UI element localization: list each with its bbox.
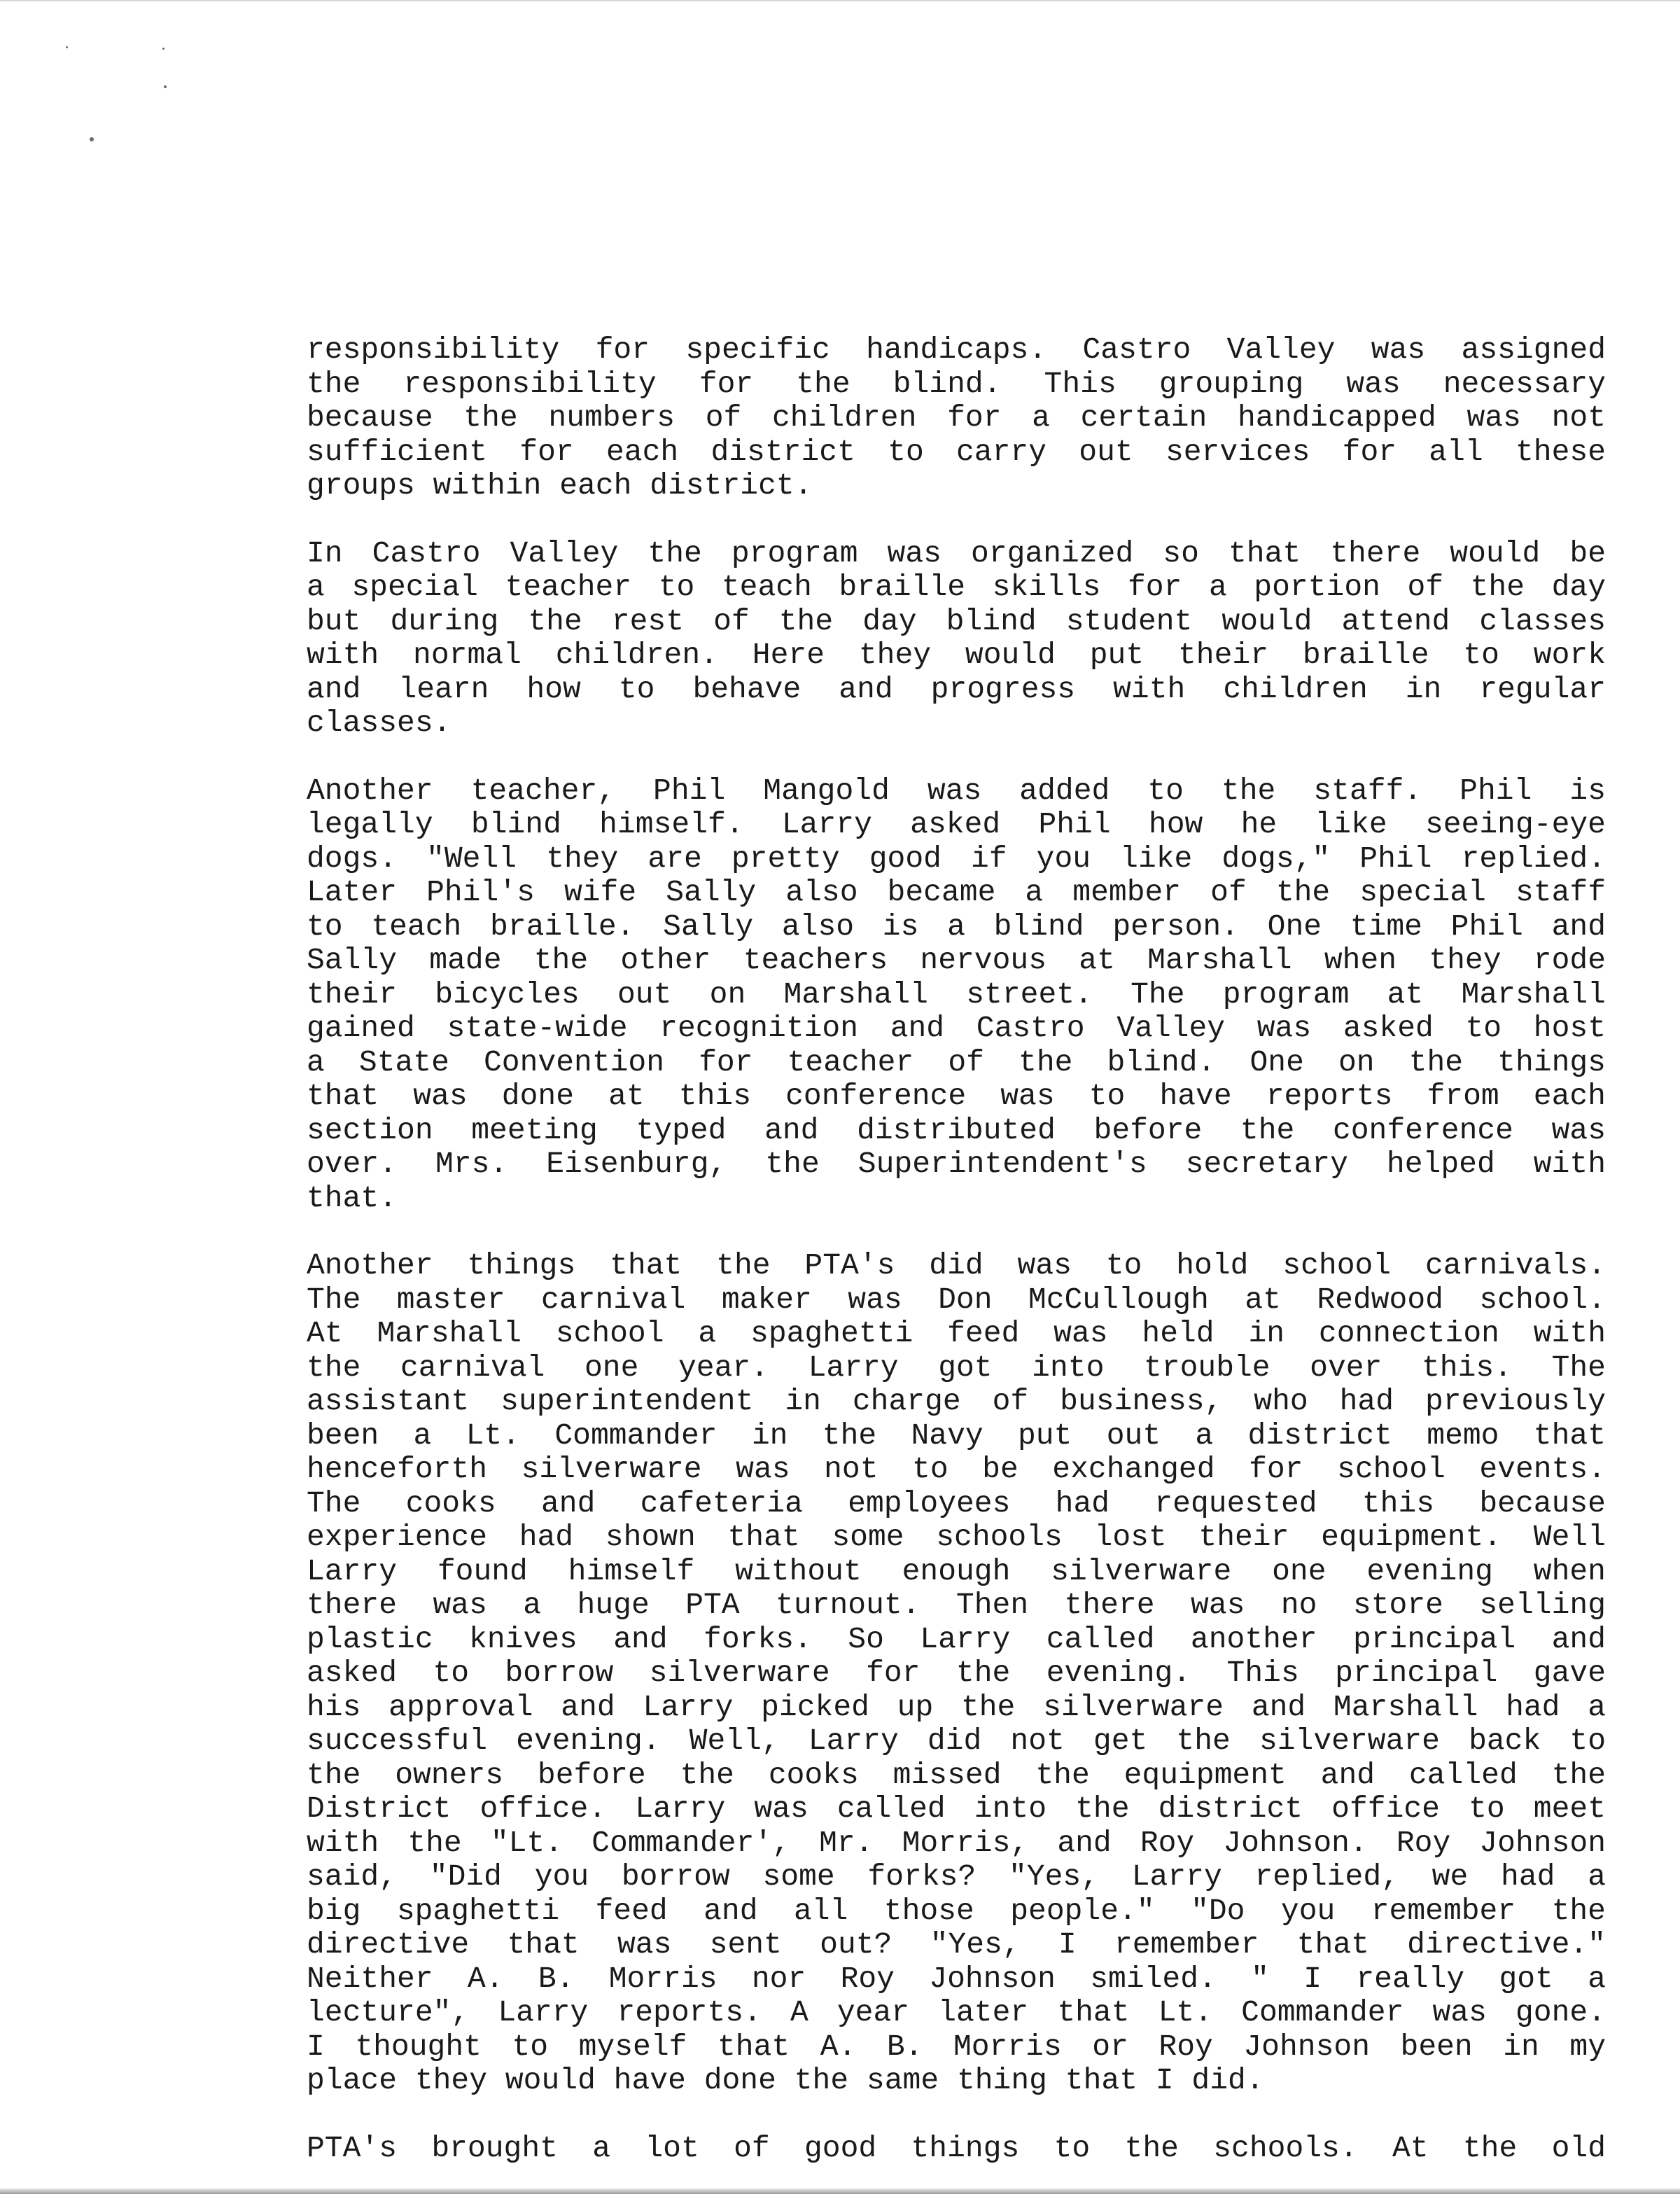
text-line: In Castro Valley the program was organized so that there would be <box>307 536 1606 571</box>
text-line: the carnival one year. Larry got into trouble over this. The <box>307 1350 1606 1385</box>
text-line: sufficient for each district to carry out services for all these <box>307 434 1606 469</box>
text-line: place they would have done the same thing that I did. <box>307 2063 1264 2097</box>
text-line: experience had shown that some schools lost their equipment. Well <box>307 1520 1606 1554</box>
text-line: plastic knives and forks. So Larry called another principal and <box>307 1621 1606 1656</box>
scan-speck <box>162 48 164 50</box>
text-line: responsibility for specific handicaps. Castro Valley was assigned <box>307 333 1606 367</box>
scan-speck <box>66 46 68 48</box>
text-line: At Marshall school a spaghetti feed was held in connection with <box>307 1316 1606 1350</box>
text-line: Neither A. B. Morris nor Roy Johnson smiled. " I really got a <box>307 1961 1606 1996</box>
text-line: their bicycles out on Marshall street. The program at Marshall <box>307 977 1606 1012</box>
paragraph <box>307 2132 1606 2166</box>
text-line: successful evening. Well, Larry did not get the silverware back to <box>307 1724 1606 1758</box>
text-line: that. <box>307 1180 398 1215</box>
text-line: lecture", Larry reports. A year later that Lt. Commander was gone. <box>307 1995 1606 2030</box>
text-line: directive that was sent out? "Yes, I remember that directive." <box>307 1927 1606 1962</box>
text-line: assistant superintendent in charge of business, who had previously <box>307 1384 1606 1418</box>
text-line: there was a huge PTA turnout. Then there was no store selling <box>307 1588 1606 1622</box>
text-line: that was done at this conference was to have reports from each <box>307 1079 1606 1113</box>
text-line: classes. <box>307 706 451 740</box>
text-line: because the numbers of children for a certain handicapped was not <box>307 400 1606 435</box>
text-line: Later Phil's wife Sally also became a member of the special staff <box>307 875 1606 909</box>
text-line: been a Lt. Commander in the Navy put out a district memo that <box>307 1418 1606 1453</box>
text-line: a State Convention for teacher of the blind. One on the things <box>307 1045 1606 1080</box>
text-line: to teach braille. Sally also is a blind person. One time Phil and <box>307 909 1606 944</box>
text-line: gained state-wide recognition and Castro Valley was asked to host <box>307 1011 1606 1045</box>
text-line: PTA's brought a lot of good things to the schools. At the old <box>307 2130 1606 2165</box>
text-line: Sally made the other teachers nervous at Marshall when they rode <box>307 943 1606 977</box>
text-line: but during the rest of the day blind student would attend classes <box>307 603 1606 638</box>
text-line: and learn how to behave and progress with children in regular <box>307 671 1606 706</box>
text-line: groups within each district. <box>307 468 813 503</box>
text-line: with normal children. Here they would put their braille to work <box>307 638 1606 672</box>
text-line: I thought to myself that A. B. Morris or Roy Johnson been in my <box>307 2029 1606 2064</box>
document-body <box>307 333 1606 2199</box>
text-line: Another teacher, Phil Mangold was added to the staff. Phil is <box>307 773 1606 808</box>
paragraph <box>307 774 1606 1216</box>
paragraph <box>307 1249 1606 2098</box>
paragraph <box>307 537 1606 741</box>
text-line: The cooks and cafeteria employees had requested this because <box>307 1486 1606 1521</box>
scan-speck <box>164 85 167 88</box>
text-line: the owners before the cooks missed the equipment and called the <box>307 1757 1606 1792</box>
text-line: asked to borrow silverware for the evening. This principal gave <box>307 1656 1606 1690</box>
text-line: the responsibility for the blind. This grouping was necessary <box>307 366 1606 401</box>
page-top-edge <box>0 0 1680 1</box>
page-bottom-edge <box>0 2188 1680 2194</box>
text-line: big spaghetti feed and all those people." "Do you remember the <box>307 1893 1606 1928</box>
text-line: The master carnival maker was Don McCullough at Redwood school. <box>307 1282 1606 1317</box>
text-line: dogs. "Well they are pretty good if you like dogs," Phil replied. <box>307 841 1606 876</box>
text-line: section meeting typed and distributed before the conference was <box>307 1112 1606 1147</box>
paragraph <box>307 333 1606 503</box>
text-line: his approval and Larry picked up the silverware and Marshall had a <box>307 1689 1606 1724</box>
text-line: Another things that the PTA's did was to hold school carnivals. <box>307 1248 1606 1283</box>
text-line: legally blind himself. Larry asked Phil how he like seeing-eye <box>307 807 1606 842</box>
text-line: said, "Did you borrow some forks? "Yes, Larry replied, we had a <box>307 1859 1606 1894</box>
text-line: over. Mrs. Eisenburg, the Superintendent's secretary helped with <box>307 1147 1606 1181</box>
text-line: Larry found himself without enough silverware one evening when <box>307 1554 1606 1589</box>
text-line: with the "Lt. Commander', Mr. Morris, and Roy Johnson. Roy Johnson <box>307 1825 1606 1860</box>
scan-speck <box>90 137 94 141</box>
text-line: District office. Larry was called into the district office to meet <box>307 1792 1606 1826</box>
text-line: henceforth silverware was not to be exchanged for school events. <box>307 1452 1606 1486</box>
text-line: a special teacher to teach braille skills for a portion of the day <box>307 570 1606 604</box>
